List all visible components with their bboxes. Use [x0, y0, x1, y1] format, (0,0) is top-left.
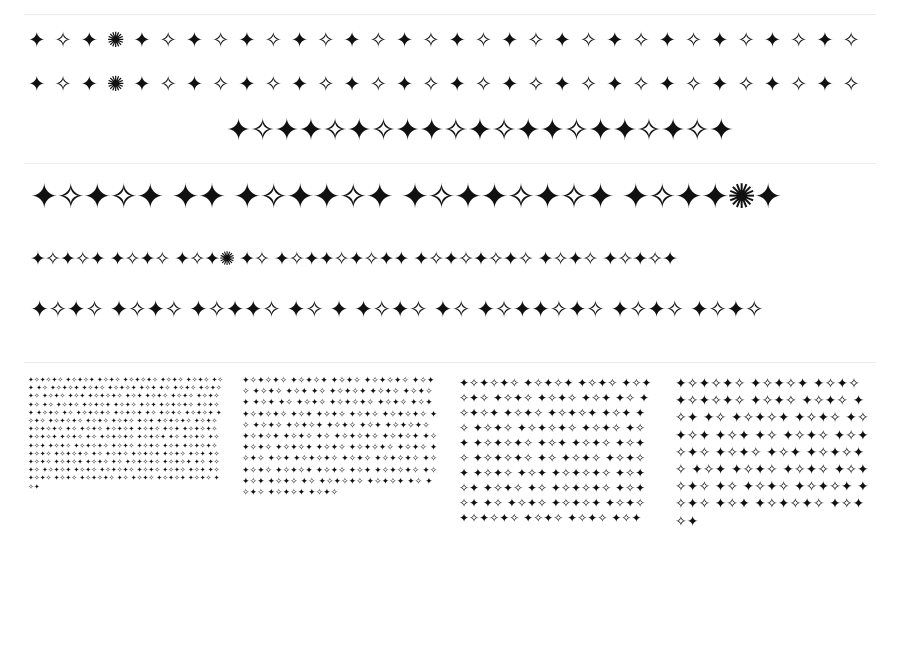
section-rule-1	[24, 163, 876, 164]
paragraph-small-text: ✦✧✦✧✦✧ ✦✧✦✧✦ ✦✧✦✧ ✦✧✦✧✦✧ ✦✧✦✧ ✦✧✦✧ ✦✧✦ ✦✧ ✦✧✦✧✦ ✦✧✦✧ ✦✧✦✧✦ ✦✧✦ ✦✧ ✦✧✦✧ ✦✧✦✧✦✧ ✦✧✦✧ ✦✧✦ ✦✧✦✧✦✧ ✦✧✦ ✦✧✦✧ ✦✧✦✧ ✦✧✦✧✦✧ ✦✧ ✦✧✦✧ ✦✧✦✧✦ ✦✧✦✧ ✦✧✦ ✦✧✦✧✦✧ ✦✧✦✧✦ ✦✧✦✧ ✦✧ ✦✧✦✧✦✧ ✦✧✦✧✦ ✦✧ ✦✧✦✧ ✦✧✦✧✦ ✦✧✦✧ ✦✧✦✧✦✧ ✦✧✦✧ ✦✧✦✧ ✦✧✦ ✦✧✦✧✦✧ ✦✧✦✧ ✦✧✦✧✦✧ ✦✧ ✦✧✦✧ ✦✧✦✧✦ ✦✧✦✧ ✦✧✦ ✦✧✦✧✦✧ ✦✧✦✧✦ ✦✧✦✧ ✦✧ ✦✧✦✧✦✧ ✦✧✦✧✦ ✦✧ ✦✧✦✧ ✦✧✦✧✦ ✦✧✦✧ ✦✧✦✧✦✧ ✦✧✦✧ ✦✧✦✧ ✦✧✦ ✦✧✦✧✦✧ ✦✧✦✧ ✦✧✦✧✦✧ ✦✧ ✦✧✦✧ ✦✧✦✧✦ ✦✧✦✧ ✦✧✦ ✦✧✦✧✦✧ ✦✧✦✧✦ ✦✧✦✧ ✦✧ ✦✧✦✧✦✧ ✦✧✦✧✦ ✦✧ ✦✧✦✧ ✦✧✦✧✦ ✦✧✦✧ ✦✧✦✧✦✧ ✦✧✦✧ ✦✧✦✧ ✦✧✦ ✦✧✦✧✦✧ ✦✧✦✧ ✦✧✦✧✦✧ ✦✧ ✦✧✦✧ ✦✧✦✧✦ ✦✧✦✧ ✦✧✦	[28, 376, 224, 491]
body-line-sample: ✦✧✦✧ ✦✧✦✧ ✦✧✦✦✧ ✦✧ ✦ ✦✧✦✧ ✦✧ ✦✧✦✦✧✦✧ ✦✧✦✧ ✦✧✦✧	[30, 297, 763, 323]
paragraph-medium-text: ✦✧✦✧✦✧ ✦✧✦✧✦ ✦✧✦✧ ✦✧✦✧✦✧ ✦✧✦✧ ✦✧✦✧ ✦✧✦ ✦✧ ✦✧✦✧✦ ✦✧✦✧ ✦✧✦✧✦ ✦✧✦ ✦✧ ✦✧✦✧ ✦✧✦✧✦✧ ✦✧✦✧ ✦✧✦ ✦✧✦✧✦✧ ✦✧✦ ✦✧✦✧ ✦✧✦✧ ✦✧✦✧✦✧ ✦✧ ✦✧✦✧ ✦✧✦✧✦ ✦✧✦✧ ✦✧✦ ✦✧✦✧✦✧ ✦✧✦✧✦ ✦✧✦✧ ✦✧ ✦✧✦✧✦✧ ✦✧✦✧✦ ✦✧ ✦✧✦✧ ✦✧✦✧✦ ✦✧✦✧ ✦✧✦✧✦✧ ✦✧✦✧ ✦✧✦✧ ✦✧✦ ✦✧✦✧✦✧ ✦✧✦✧ ✦✧✦✧✦✧ ✦✧ ✦✧✦✧ ✦✧✦✧✦ ✦✧✦✧ ✦✧✦ ✦✧✦✧✦✧ ✦✧✦✧✦ ✦✧✦✧ ✦✧ ✦✧✦✧✦✧ ✦✧✦✧✦ ✦✧ ✦✧✦✧ ✦✧✦✧✦ ✦✧✦✧	[242, 376, 438, 499]
charset-row-1: ✦ ✧ ✦ ✺ ✦ ✧ ✦ ✧ ✦ ✧ ✦ ✧ ✦ ✧ ✦ ✧ ✦ ✧ ✦ ✧ ✦ ✧ ✦ ✧ ✦ ✧ ✦ ✧ ✦ ✧ ✦ ✧	[28, 28, 861, 52]
heading-sample: ✦✧✦✧✦ ✦✦ ✦✧✦✦✧✦ ✦✧✦✦✧✦✧✦ ✦✧✦✦✺✦	[30, 177, 781, 217]
charset-row-3: ✦✧✦✦✧✦✧✦✦✧✦✧✦✦✧✦✦✧✦✧✦	[226, 113, 733, 148]
paragraph-large-text: ✦✧✦✧✦✧ ✦✧✦✧✦ ✦✧✦✧ ✦✧✦✧✦✧ ✦✧✦✧ ✦✧✦✧ ✦✧✦ ✦✧ ✦✧✦✧✦ ✦✧✦✧ ✦✧✦✧✦ ✦✧✦ ✦✧ ✦✧✦✧ ✦✧✦✧✦✧ ✦✧✦✧ ✦✧✦ ✦✧✦✧✦✧ ✦✧✦ ✦✧✦✧ ✦✧✦✧ ✦✧✦✧✦✧ ✦✧ ✦✧✦✧ ✦✧✦✧✦ ✦✧✦✧ ✦✧✦ ✦✧✦✧✦✧ ✦✧✦✧✦ ✦✧✦✧ ✦✧ ✦✧✦✧✦✧ ✦✧✦✧✦ ✦✧ ✦✧✦✧ ✦✧✦✧✦ ✦✧✦✧ ✦✧✦✧✦✧ ✦✧✦✧ ✦✧✦✧ ✦✧✦	[459, 376, 652, 525]
subheading-sample: ✦✧✦✧✦ ✦✧✦✧ ✦✧✦✺ ✦✧ ✦✧✦✦✧✦✧✦✦ ✦✧✦✧✦✧✦✧ ✦✧✦✧ ✦✧✦✧✦	[30, 248, 677, 270]
top-rule	[24, 14, 876, 15]
paragraph-sample-medium	[242, 376, 438, 638]
paragraph-xlarge-text: ✦✧✦✧✦✧ ✦✧✦✧✦ ✦✧✦✧ ✦✧✦✧✦✧ ✦✧✦✧ ✦✧✦✧ ✦✧✦ ✦✧ ✦✧✦✧✦ ✦✧✦✧ ✦✧✦✧✦ ✦✧✦ ✦✧ ✦✧✦✧ ✦✧✦✧✦✧ ✦✧✦✧ ✦✧✦ ✦✧✦✧✦✧ ✦✧✦ ✦✧✦✧ ✦✧✦✧ ✦✧✦✧✦✧ ✦✧ ✦✧✦✧ ✦✧✦✧✦ ✦✧✦✧ ✦✧✦ ✦✧✦✧✦✧ ✦✧✦✧✦	[675, 376, 869, 530]
paragraph-sample-small	[28, 376, 224, 638]
charset-row-2: ✦ ✧ ✦ ✺ ✦ ✧ ✦ ✧ ✦ ✧ ✦ ✧ ✦ ✧ ✦ ✧ ✦ ✧ ✦ ✧ ✦ ✧ ✦ ✧ ✦ ✧ ✦ ✧ ✦ ✧ ✦ ✧	[28, 72, 861, 96]
section-rule-2	[24, 362, 876, 363]
paragraph-sample-large	[459, 376, 655, 638]
paragraph-sample-xlarge	[675, 376, 871, 638]
